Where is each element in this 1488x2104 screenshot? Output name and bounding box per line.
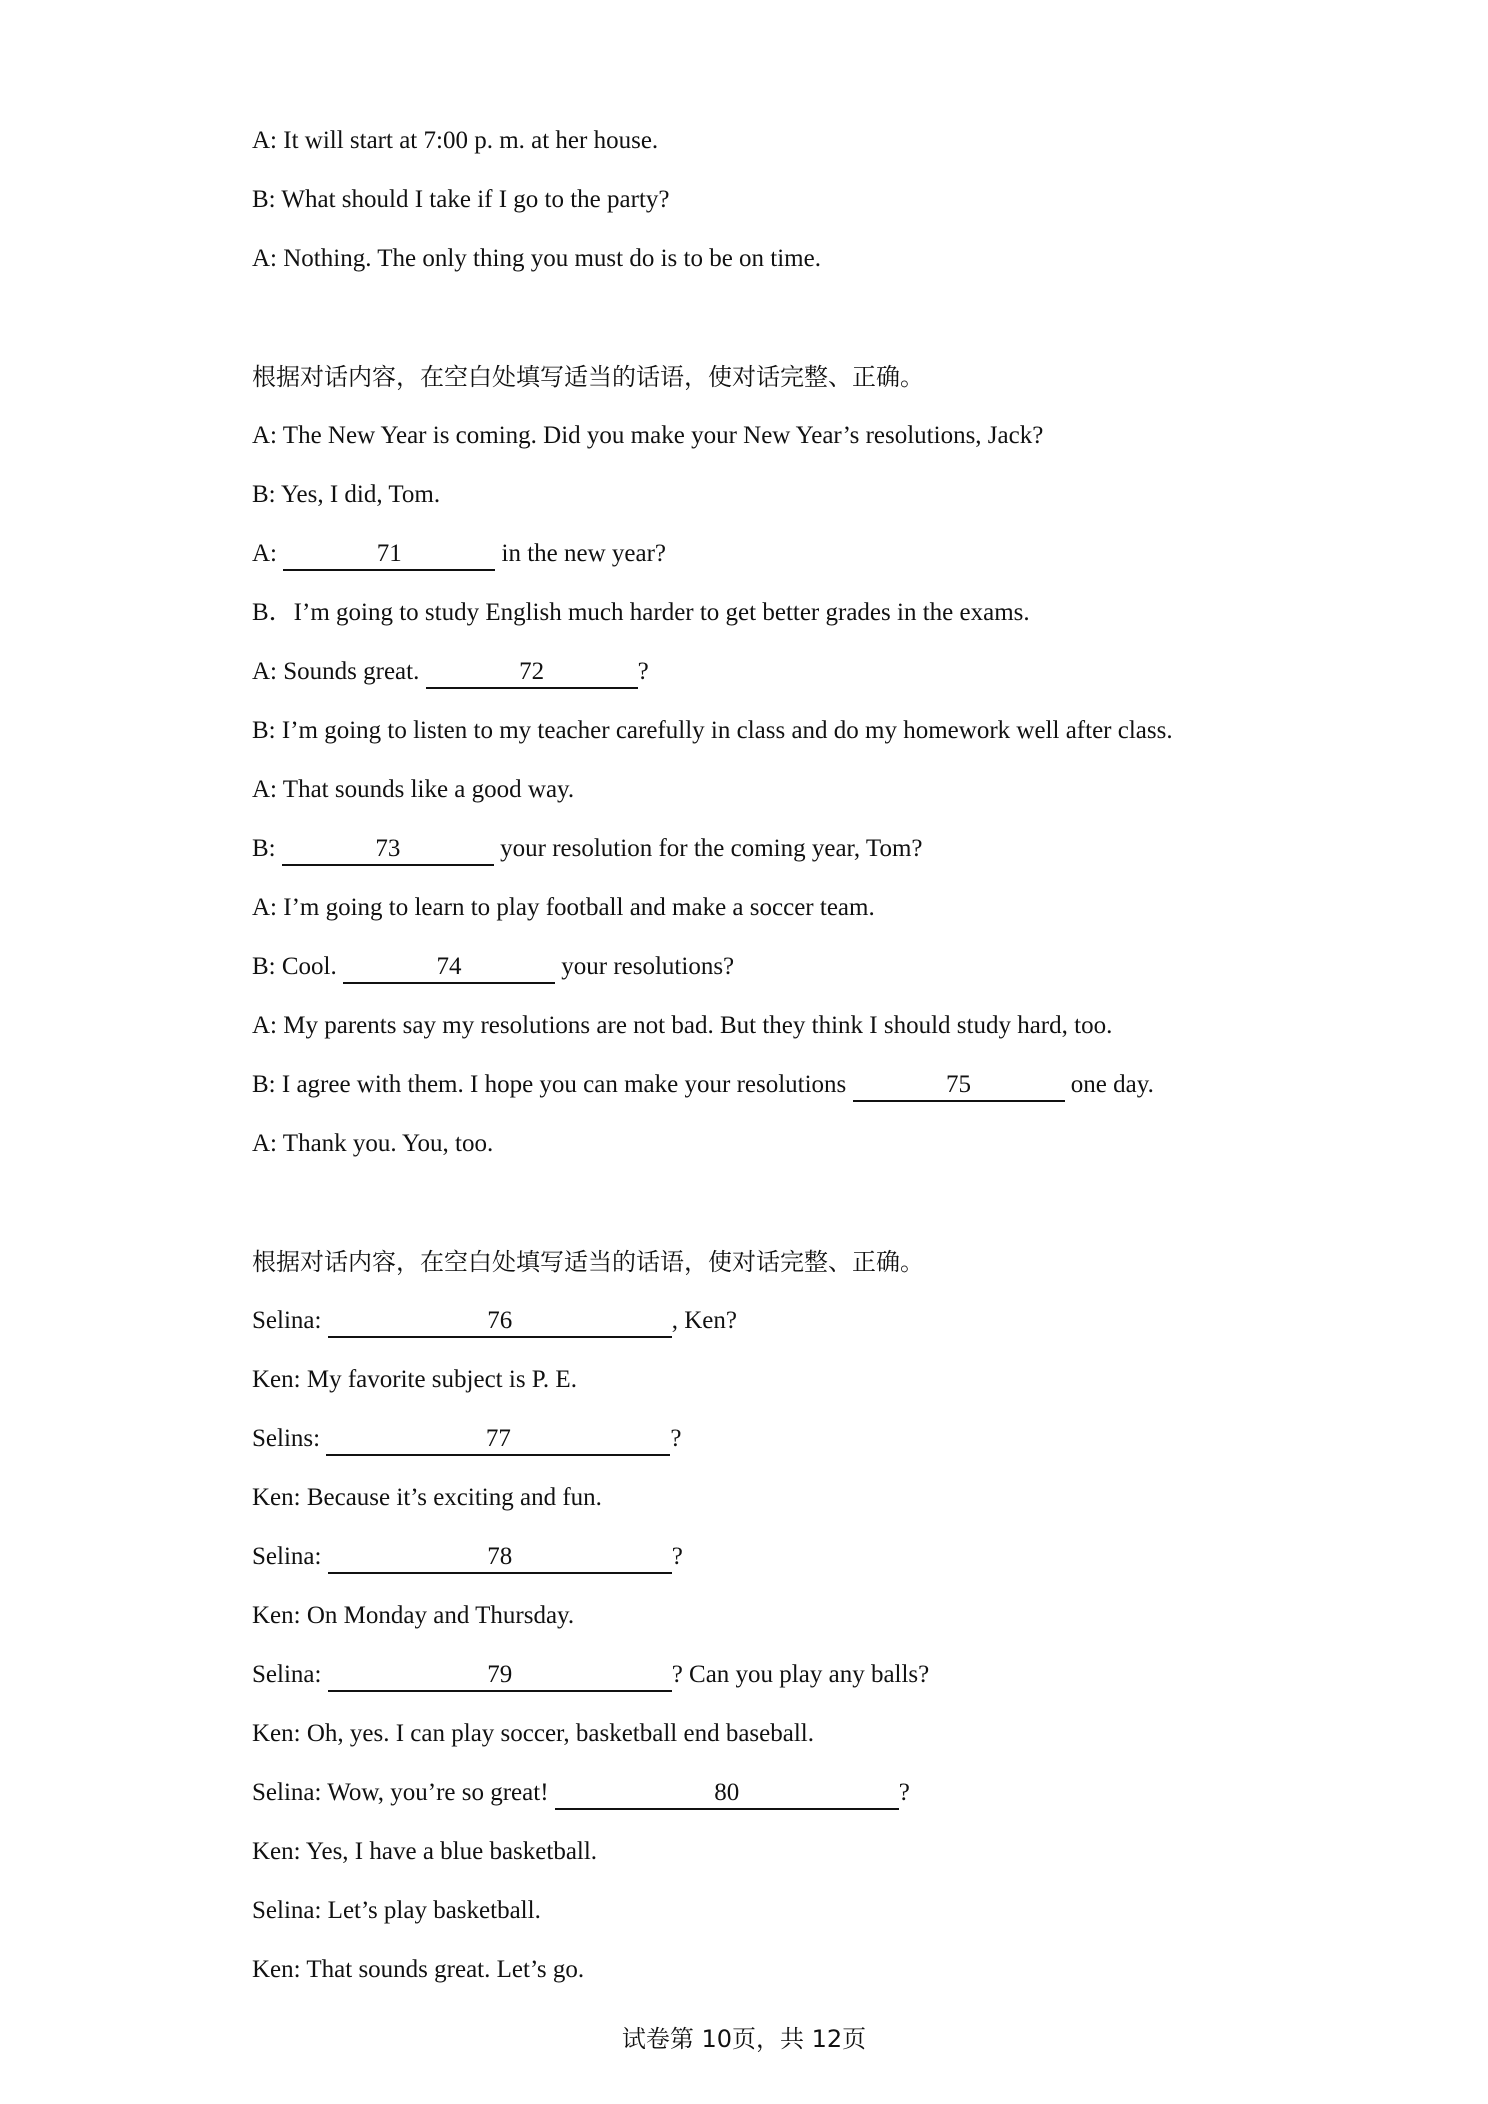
dialogue-line: B: Yes, I did, Tom. — [252, 481, 441, 508]
dialogue-line: A: My parents say my resolutions are not bad. But they think I should study hard, too. — [252, 1012, 1113, 1039]
line-text: B: I agree with them. I hope you can make your resolutions — [252, 1071, 853, 1098]
dialogue-line — [252, 1540, 1252, 1574]
line-text: ? — [637, 658, 649, 685]
dialogue-line: Ken: Yes, I have a blue basketball. — [252, 1838, 598, 1865]
dialogue-line: Ken: That sounds great. Let’s go. — [252, 1956, 585, 1983]
dialogue-line: B: What should I take if I go to the party? — [252, 186, 670, 213]
section-gap — [252, 1186, 1252, 1245]
dialogue-line: A: It will start at 7:00 p. m. at her house. — [252, 127, 659, 154]
line-text: Selina: — [252, 1661, 328, 1688]
dialogue-line — [252, 1658, 1252, 1692]
dialogue-line — [252, 1068, 1252, 1102]
dialogue-line: B: I’m going to listen to my teacher carefully in class and do my homework well after class. — [252, 717, 1173, 744]
answer-blank-78[interactable]: 78 — [328, 1542, 672, 1574]
dialogue-line — [252, 950, 1252, 984]
line-text: in the new year? — [495, 540, 667, 567]
line-text: A: — [252, 540, 284, 567]
answer-blank-80[interactable]: 80 — [555, 1778, 899, 1810]
dialogue-line: Selina: Let’s play basketball. — [252, 1897, 541, 1924]
answer-blank-73[interactable]: 73 — [282, 834, 494, 866]
dialogue-line — [252, 1776, 1252, 1810]
dialogue-line: Ken: On Monday and Thursday. — [252, 1602, 575, 1629]
line-text: ? — [898, 1779, 910, 1806]
dialogue-line: A: Thank you. You, too. — [252, 1130, 494, 1157]
dialogue-line: A: That sounds like a good way. — [252, 776, 575, 803]
dialogue-line — [252, 655, 1252, 689]
dialogue-line: Ken: Because it’s exciting and fun. — [252, 1484, 602, 1511]
page-content — [252, 124, 1252, 2012]
dialogue-line: A: The New Year is coming. Did you make your New Year’s resolutions, Jack? — [252, 422, 1044, 449]
dialogue-line — [252, 832, 1252, 866]
line-text: B: — [252, 835, 282, 862]
dialogue-line: Ken: My favorite subject is P. E. — [252, 1366, 577, 1393]
line-text: B: Cool. — [252, 953, 343, 980]
dialogue-line — [252, 1304, 1252, 1338]
page-number-footer: 试卷第 10页，共 12页 — [621, 2025, 867, 2053]
dialogue-line: A: Nothing. The only thing you must do is to be on time. — [252, 245, 821, 272]
line-text: Selina: Wow, you’re so great! — [252, 1779, 555, 1806]
dialogue-line: B．I’m going to study English much harder to get better grades in the exams. — [252, 599, 1030, 626]
line-text: ? Can you play any balls? — [671, 1661, 930, 1688]
answer-blank-79[interactable]: 79 — [328, 1660, 672, 1692]
answer-blank-76[interactable]: 76 — [328, 1306, 672, 1338]
section-instruction: 根据对话内容，在空白处填写适当的话语，使对话完整、正确。 — [252, 363, 924, 391]
dialogue-line: A: I’m going to learn to play football and make a soccer team. — [252, 894, 875, 921]
line-text: one day. — [1064, 1071, 1154, 1098]
line-text: A: Sounds great. — [252, 658, 426, 685]
line-text: your resolutions? — [555, 953, 735, 980]
dialogue-line — [252, 537, 1252, 571]
line-text: Selina: — [252, 1543, 328, 1570]
line-text: Selina: — [252, 1307, 328, 1334]
answer-blank-74[interactable]: 74 — [343, 952, 555, 984]
answer-blank-71[interactable]: 71 — [283, 539, 495, 571]
section-gap — [252, 301, 1252, 360]
answer-blank-77[interactable]: 77 — [326, 1424, 670, 1456]
dialogue-line — [252, 1422, 1252, 1456]
line-text: ? — [670, 1425, 682, 1452]
line-text: , Ken? — [671, 1307, 737, 1334]
section-instruction: 根据对话内容，在空白处填写适当的话语，使对话完整、正确。 — [252, 1248, 924, 1276]
line-text: ? — [671, 1543, 683, 1570]
answer-blank-75[interactable]: 75 — [853, 1070, 1065, 1102]
line-text: your resolution for the coming year, Tom? — [493, 835, 923, 862]
dialogue-line: Ken: Oh, yes. I can play soccer, basketball end baseball. — [252, 1720, 814, 1747]
answer-blank-72[interactable]: 72 — [426, 657, 638, 689]
line-text: Selins: — [252, 1425, 327, 1452]
